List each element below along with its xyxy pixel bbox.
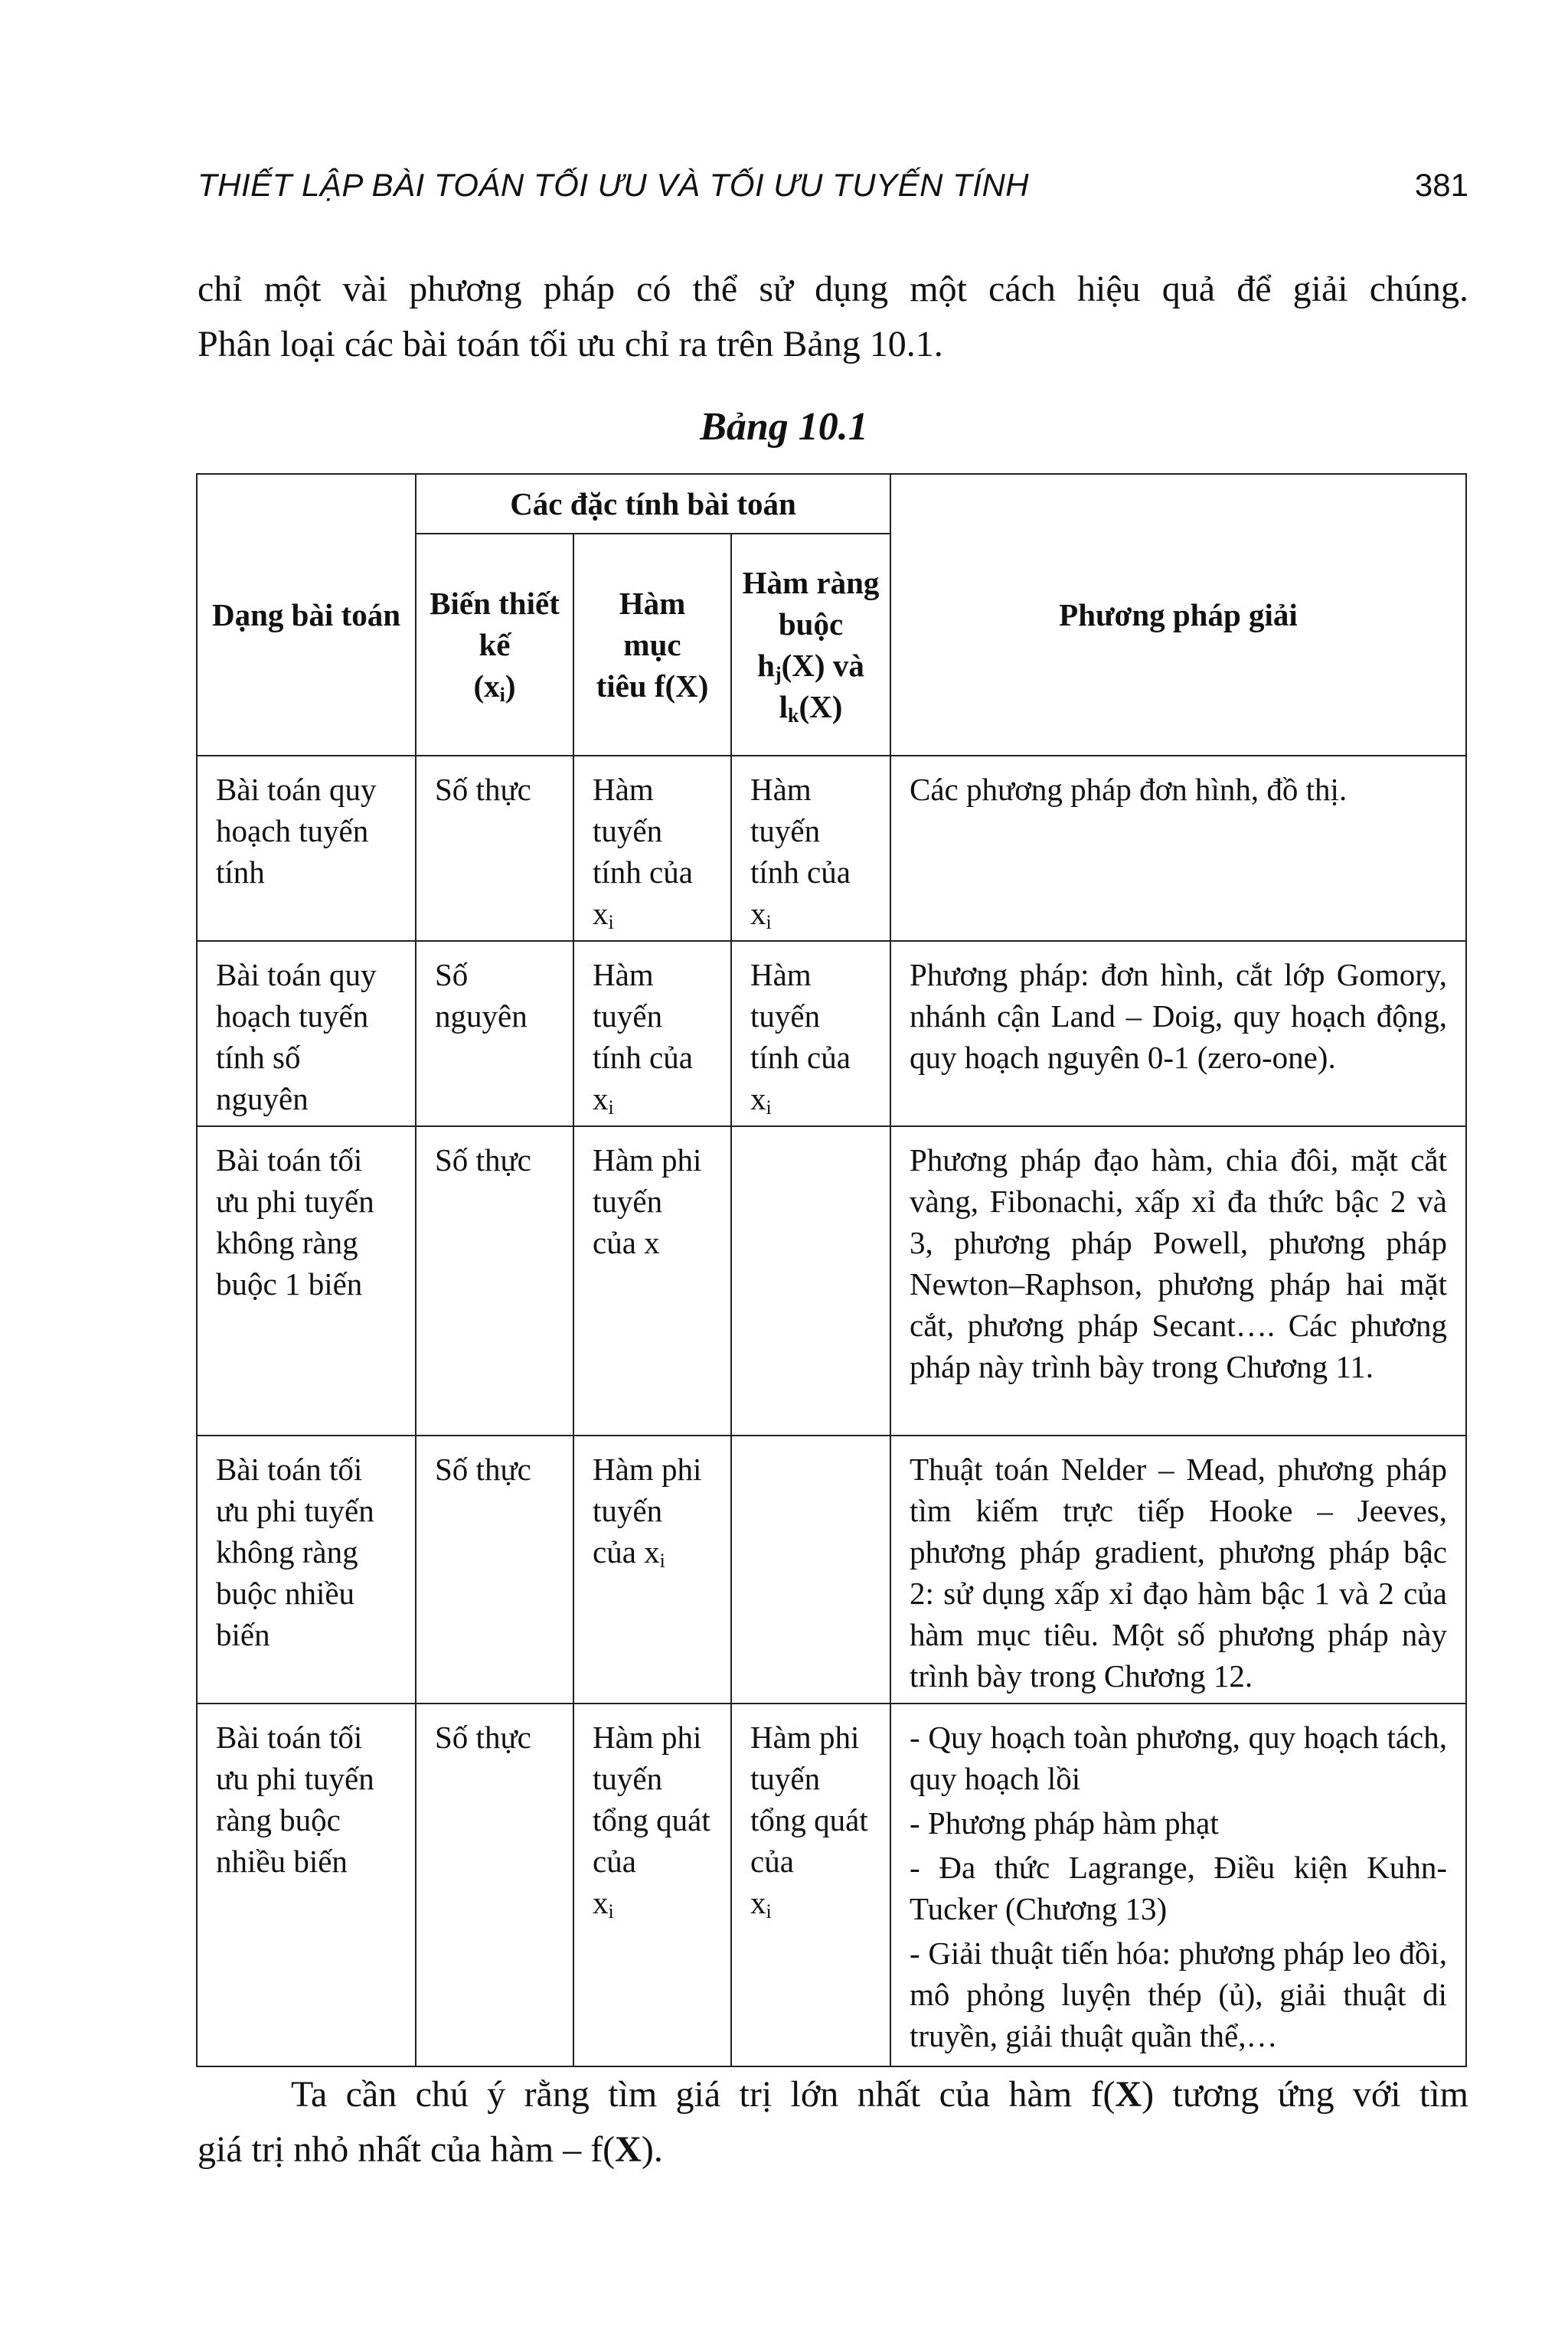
cell-objective: Hàm phi tuyến của $x_i$ [573, 1436, 731, 1704]
cell-method: Phương pháp đạo hàm, chia đôi, mặt cắt vàng, Fibonachi, xấp xỉ đa thức bậc 2 và 3, phương pháp Powell, phương pháp Newton–Raphson, phương pháp hai mặt cắt, phương pháp Secant…. Các phương pháp này trình bày trong Chương 11. [890, 1126, 1466, 1436]
cell-method: Phương pháp: đơn hình, cắt lớp Gomory, nhánh cận Land – Doig, quy hoạch động, quy hoạch nguyên 0-1 (zero-one). [890, 941, 1466, 1126]
closing-paragraph [198, 2067, 1468, 2177]
header-variables: Biến thiết kế $(x_i)$ [416, 534, 573, 756]
cell-objective: Hàm tuyến tính của $x_i$ [573, 756, 731, 941]
cell-variables: Số thực [416, 1126, 573, 1436]
cell-problem-type: Bài toán tối ưu phi tuyến không ràng buộc 1 biến [197, 1126, 416, 1436]
cell-method: Thuật toán Nelder – Mead, phương pháp tìm kiếm trực tiếp Hooke – Jeeves, phương pháp gradient, phương pháp bậc 2: sử dụng xấp xỉ đạo hàm bậc 1 và 2 của hàm mục tiêu. Một số phương pháp này trình bày trong Chương 12. [890, 1436, 1466, 1704]
table-row [197, 756, 1466, 941]
page-number: 381 [1414, 167, 1468, 203]
header-constraint: Hàm ràng buộc $h_j(X)$ và $l_k(X)$ [731, 534, 890, 756]
closing-line: Ta cần chú ý rằng tìm giá trị lớn nhất của hàm f(X) tương ứng với tìm [291, 2074, 1468, 2115]
cell-variables: Số nguyên [416, 941, 573, 1126]
cell-method [890, 1704, 1466, 2066]
cell-constraint [731, 1436, 890, 1704]
table-caption: Bảng 10.1 [700, 405, 868, 449]
cell-method: Các phương pháp đơn hình, đồ thị. [890, 756, 1466, 941]
method-list-item: - Đa thức Lagrange, Điều kiện Kuhn-Tucker (Chương 13) [910, 1850, 1447, 1926]
cell-problem-type: Bài toán tối ưu phi tuyến không ràng buộc nhiều biến [197, 1436, 416, 1704]
cell-variables: Số thực [416, 1704, 573, 2066]
cell-objective: Hàm phi tuyến của x [573, 1126, 731, 1436]
method-list-item: - Quy hoạch toàn phương, quy hoạch tách, quy hoạch lồi [910, 1720, 1447, 1796]
table-header-row [197, 474, 1466, 534]
chapter-title: THIẾT LẬP BÀI TOÁN TỐI ƯU VÀ TỐI ƯU TUYẾN TÍNH [198, 167, 1030, 203]
table-row [197, 1436, 1466, 1704]
method-list-item: - Phương pháp hàm phạt [910, 1805, 1219, 1841]
cell-objective: Hàm phi tuyến tổng quát của $x_i$ [573, 1704, 731, 2066]
cell-variables: Số thực [416, 1436, 573, 1704]
cell-problem-type: Bài toán quy hoạch tuyến tính [197, 756, 416, 941]
cell-constraint: Hàm tuyến tính của $x_i$ [731, 756, 890, 941]
cell-constraint: Hàm phi tuyến tổng quát của $x_i$ [731, 1704, 890, 2066]
table-row [197, 1704, 1466, 2066]
table-row [197, 941, 1466, 1126]
header-method: Phương pháp giải [890, 474, 1466, 756]
cell-problem-type: Bài toán tối ưu phi tuyến ràng buộc nhiều biến [197, 1704, 416, 2066]
intro-paragraph [198, 262, 1468, 372]
method-list-item: - Giải thuật tiến hóa: phương pháp leo đồi, mô phỏng luyện thép (ủ), giải thuật di truyền, giải thuật quần thể,… [910, 1936, 1447, 2053]
intro-line: chỉ một vài phương pháp có thể sử dụng một cách hiệu quả để giải chúng. [198, 269, 1468, 309]
header-objective: Hàm mục tiêu f(X) [573, 534, 731, 756]
cell-problem-type: Bài toán quy hoạch tuyến tính số nguyên [197, 941, 416, 1126]
cell-constraint: Hàm tuyến tính của $x_i$ [731, 941, 890, 1126]
intro-line: Phân loại các bài toán tối ưu chỉ ra trên Bảng 10.1. [198, 324, 943, 364]
cell-variables: Số thực [416, 756, 573, 941]
optimization-table [196, 473, 1467, 2067]
cell-objective: Hàm tuyến tính của $x_i$ [573, 941, 731, 1126]
running-header [198, 167, 1468, 213]
table-row [197, 1126, 1466, 1436]
header-characteristics: Các đặc tính bài toán [416, 474, 890, 534]
cell-constraint [731, 1126, 890, 1436]
closing-line: giá trị nhỏ nhất của hàm – f(X). [198, 2129, 663, 2170]
header-problem-type: Dạng bài toán [197, 474, 416, 756]
